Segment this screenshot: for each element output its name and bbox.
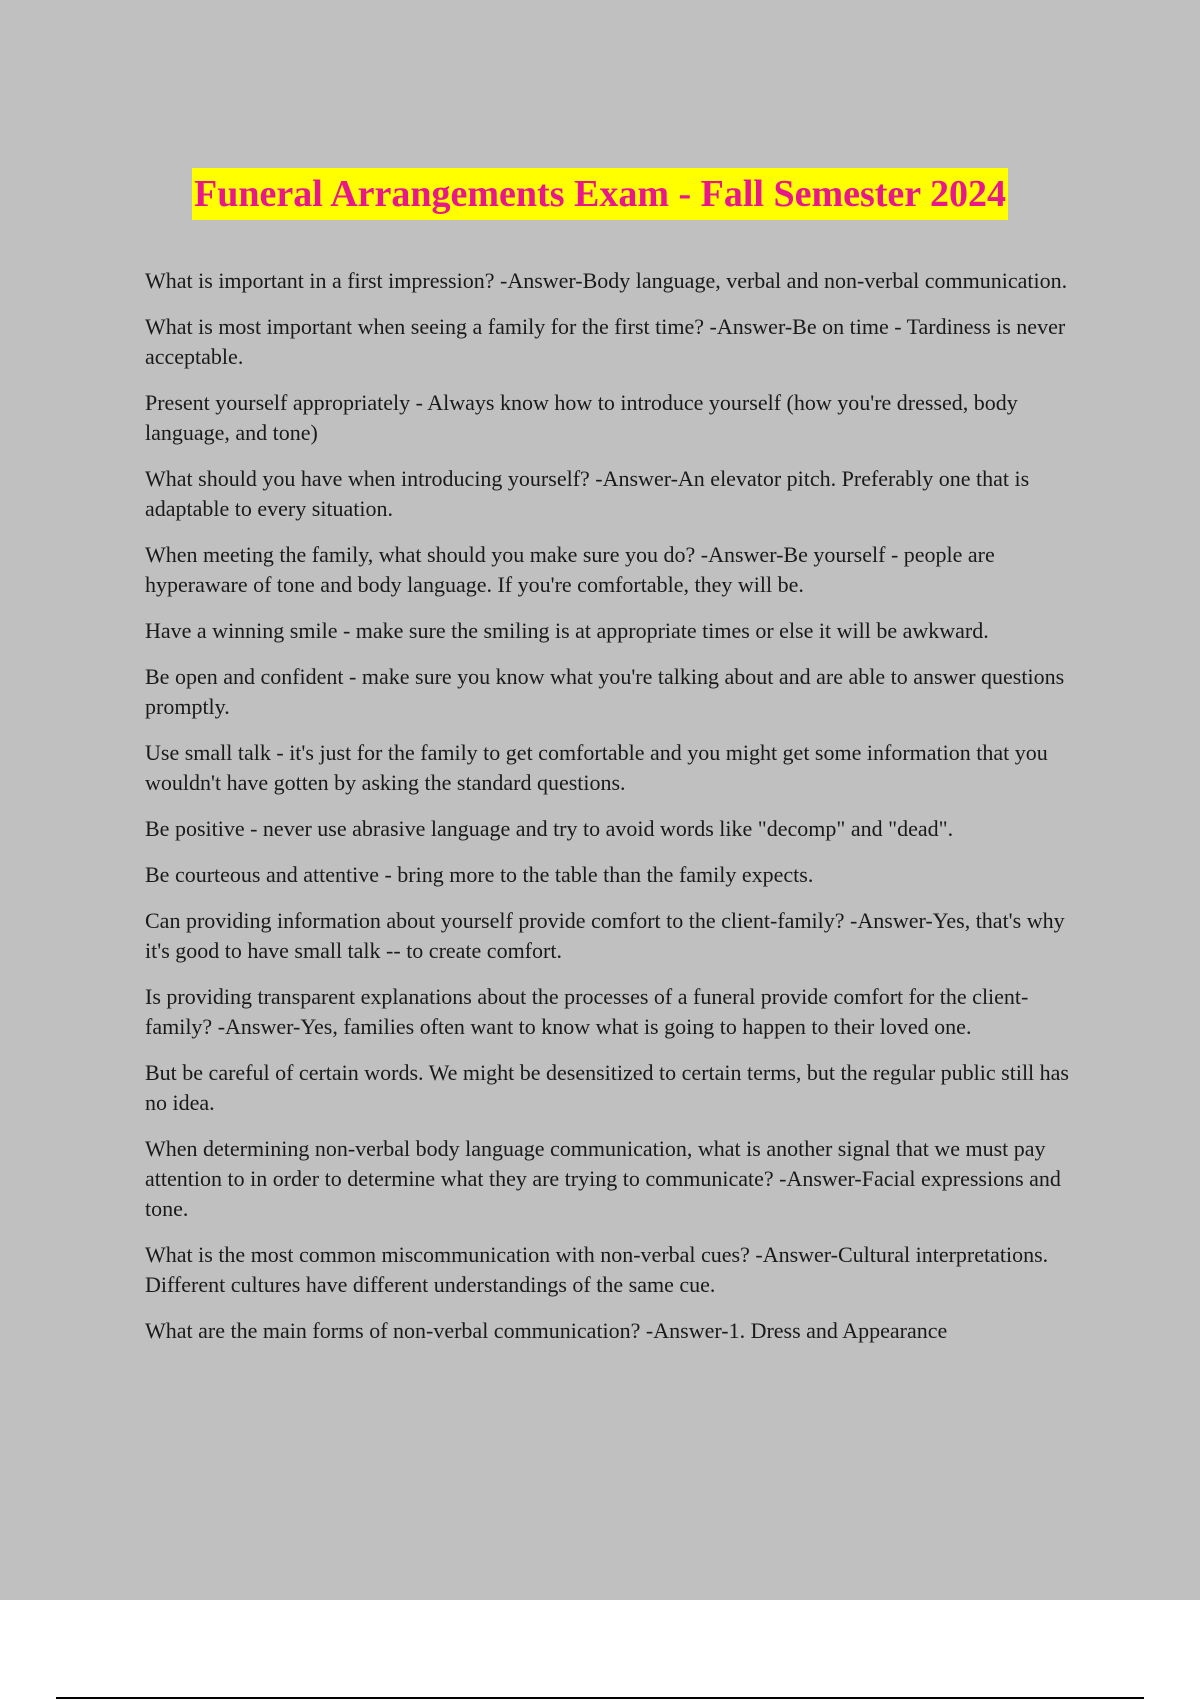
paragraph: Be courteous and attentive - bring more to the table than the family expects. <box>145 862 814 887</box>
page-title: Funeral Arrangements Exam - Fall Semester 2024 <box>192 168 1008 220</box>
title-container <box>0 168 1200 220</box>
paragraph: When meeting the family, what should you make sure you do? -Answer-Be yourself - people are hyperaware of tone and body language. If you're comfortable, they will be. <box>145 542 995 597</box>
paragraph: Present yourself appropriately - Always know how to introduce yourself (how you're dressed, body language, and tone) <box>145 390 1018 445</box>
paragraph: What is the most common miscommunication with non-verbal cues? -Answer-Cultural interpretations. Different cultures have different understandings of the same cue. <box>145 1242 1049 1297</box>
paragraph: What is important in a first impression? -Answer-Body language, verbal and non-verbal communication. <box>145 268 1068 293</box>
paragraph: When determining non-verbal body language communication, what is another signal that we must pay attention to in order to determine what they are trying to communicate? -Answer-Facial expressions and tone. <box>145 1136 1061 1221</box>
document-body <box>145 266 1090 1362</box>
paragraph: What are the main forms of non-verbal communication? -Answer-1. Dress and Appearance <box>145 1318 948 1343</box>
paragraph: Is providing transparent explanations about the processes of a funeral provide comfort for the client-family? -Answer-Yes, families often want to know what is going to happen to their loved one. <box>145 984 1029 1039</box>
paragraph: Have a winning smile - make sure the smiling is at appropriate times or else it will be awkward. <box>145 618 989 643</box>
paragraph: Be positive - never use abrasive language and try to avoid words like "decomp" and "dead". <box>145 816 954 841</box>
paragraph: What should you have when introducing yourself? -Answer-An elevator pitch. Preferably one that is adaptable to every situation. <box>145 466 1030 521</box>
footer-divider <box>56 1697 1144 1699</box>
paragraph: But be careful of certain words. We might be desensitized to certain terms, but the regular public still has no idea. <box>145 1060 1069 1115</box>
paragraph: Use small talk - it's just for the family to get comfortable and you might get some information that you wouldn't have gotten by asking the standard questions. <box>145 740 1048 795</box>
paragraph: Can providing information about yourself provide comfort to the client-family? -Answer-Yes, that's why it's good to have small talk -- to create comfort. <box>145 908 1065 963</box>
paragraph: What is most important when seeing a family for the first time? -Answer-Be on time - Tardiness is never acceptable. <box>145 314 1066 369</box>
paragraph: Be open and confident - make sure you know what you're talking about and are able to answer questions promptly. <box>145 664 1065 719</box>
